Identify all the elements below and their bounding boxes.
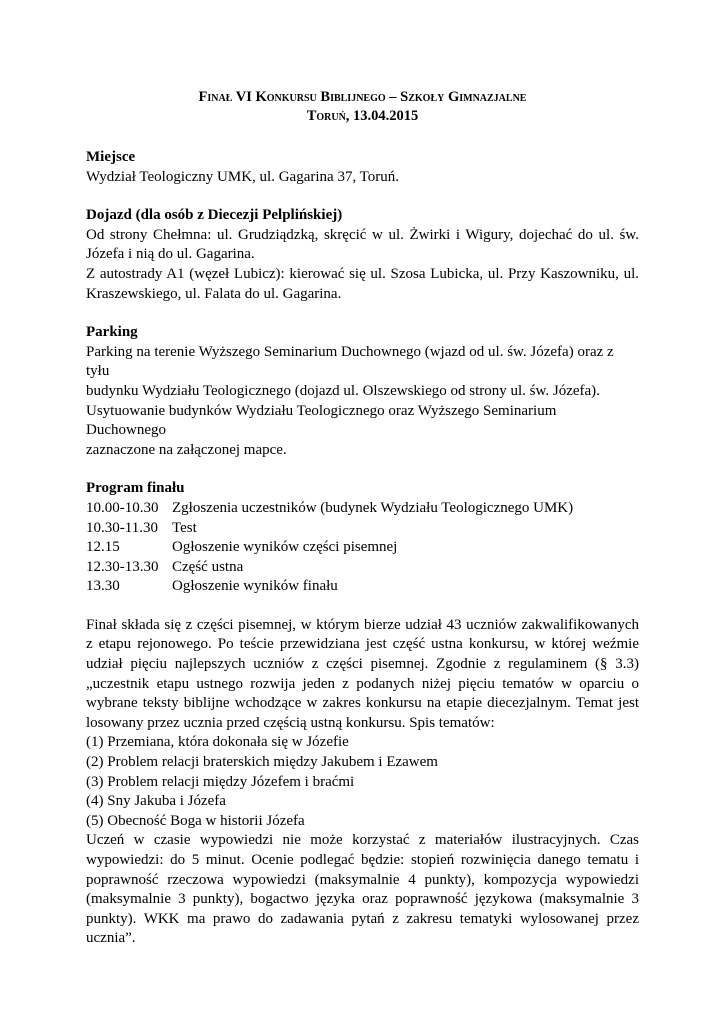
topic-item: (3) Problem relacji między Józefem i braćmi [86,773,355,790]
program-description: Zgłoszenia uczestników (budynek Wydziału Teologicznego UMK) [172,499,574,516]
program-time: 13.30 [86,578,120,595]
section-body [86,616,639,949]
program-row [86,499,639,519]
miejsce-text: Wydział Teologiczny UMK, ul. Gagarina 37, Toruń. [86,168,400,185]
document-title: Finał VI Konkursu Biblijnego – Szkoły Gimnazjalne [198,89,527,105]
section-miejsce [86,148,639,187]
section-heading-parking: Parking [86,324,138,341]
section-heading-dojazd: Dojazd (dla osób z Diecezji Pelplińskiej) [86,207,343,224]
program-description: Część ustna [172,558,244,575]
section-heading-program: Program finału [86,480,185,497]
program-row [86,577,639,597]
document-subtitle: Toruń, 13.04.2015 [306,108,419,124]
topic-item: (5) Obecność Boga w historii Józefa [86,812,305,829]
dojazd-text-a1: Z autostrady A1 (węzeł Lubicz): kierować się ul. Szosa Lubicka, ul. Przy Kaszowniku, ul. Kraszewskiego, ul. Falata do ul. Gagarina. [86,265,639,302]
body-intro-paragraph: Finał składa się z części pisemnej, w którym bierze udział 43 uczniów zakwalifikowanych z etapu rejonowego. Po teście przewidziana jest część ustna konkursu, w której weźmie udział pięciu najlepszych uczniów z części pisemnej. Zgodnie z regulaminem (§ 3.3) „uczestnik etapu ustnego rozwija jeden z podanych niżej pięciu tematów w oparciu o wybrane teksty biblijne wchodzące w zakres konkursu na etapie diecezjalnym. Temat jest losowany przez ucznia przed częścią ustną konkursu. Spis tematów: [86,616,639,731]
parking-line: budynku Wydziału Teologicznego (dojazd ul. Olszewskiego od strony ul. św. Józefa). [86,382,600,399]
program-time: 12.15 [86,539,120,556]
program-description: Ogłoszenie wyników części pisemnej [172,539,398,556]
program-description: Test [172,519,197,536]
topic-item: (4) Sny Jakuba i Józefa [86,793,226,810]
parking-line: Parking na terenie Wyższego Seminarium Duchownego (wjazd od ul. św. Józefa) oraz z tyłu [86,343,614,380]
program-time: 12.30-13.30 [86,558,159,575]
program-row [86,558,639,578]
dojazd-text-chelmno: Od strony Chełmna: ul. Grudziądzką, skręcić w ul. Żwirki i Wigury, dojechać do ul. św. Józefa i nią do ul. Gagarina. [86,226,639,263]
body-closing-paragraph: Uczeń w czasie wypowiedzi nie może korzystać z materiałów ilustracyjnych. Czas wypowiedzi: do 5 minut. Ocenie podlegać będzie: stopień rozwinięcia danego tematu i poprawność rzeczowa wypowiedzi (maksymalnie 4 punkty), kompozycja wypowiedzi (maksymalnie 3 punkty), bogactwo języka oraz poprawność językowa (maksymalnie 3 punkty). WKK ma prawo do zadawania pytań z zakresu tematyki wylosowanej przez ucznia”. [86,832,639,947]
section-dojazd [86,206,639,304]
program-time: 10.30-11.30 [86,519,158,536]
program-description: Ogłoszenie wyników finału [172,578,338,595]
program-time: 10.00-10.30 [86,499,159,516]
topic-item: (2) Problem relacji braterskich między Jakubem i Ezawem [86,754,438,771]
section-parking [86,323,639,460]
topic-item: (1) Przemiana, która dokonała się w Józefie [86,734,349,751]
program-row [86,538,639,558]
program-row [86,519,639,539]
parking-line: Usytuowanie budynków Wydziału Teologicznego oraz Wyższego Seminarium Duchownego [86,402,557,439]
document-page [86,88,639,949]
parking-line: zaznaczone na załączonej mapce. [86,441,287,458]
section-heading-miejsce: Miejsce [86,149,136,165]
section-program [86,479,639,597]
